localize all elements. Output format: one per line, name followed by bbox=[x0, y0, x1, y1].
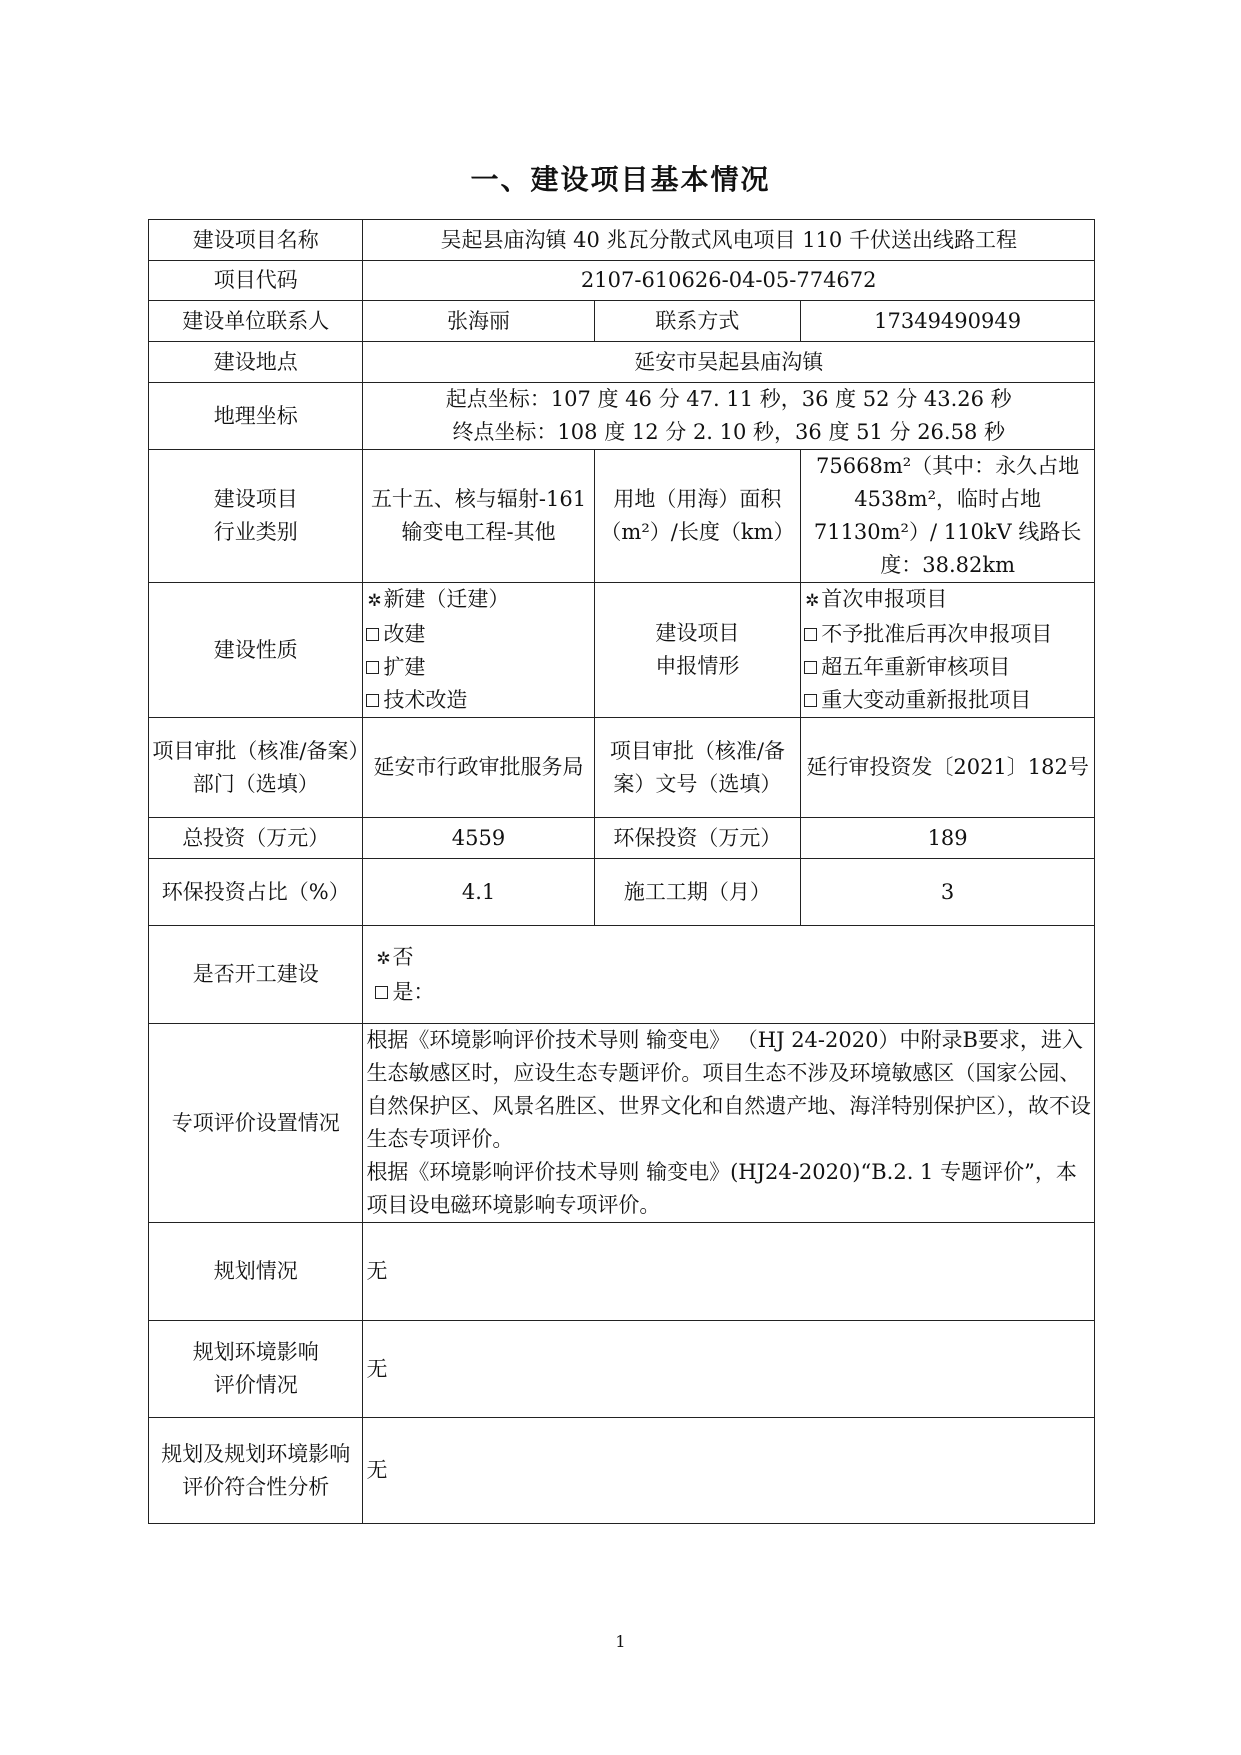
special-eval-para2: 根据《环境影响评价技术导则 输变电》(HJ24-2020)“B.2. 1 专题评价”，本项目设电磁环境影响专项评价。 bbox=[366, 1160, 1077, 1217]
approval-doc-label: 项目审批（核准/备案）文号（选填） bbox=[594, 718, 801, 818]
page-title: 一、建设项目基本情况 bbox=[470, 163, 771, 196]
report-label-line2: 申报情形 bbox=[655, 654, 740, 678]
row-planning-env bbox=[149, 1321, 1095, 1418]
period-value: 3 bbox=[801, 859, 1095, 926]
project-code-label: 项目代码 bbox=[149, 261, 363, 301]
row-investment bbox=[149, 818, 1095, 859]
checkbox-empty-icon bbox=[804, 694, 817, 707]
report-option-review[interactable]: 超五年重新审核项目 bbox=[804, 651, 1091, 684]
special-eval-value bbox=[363, 1024, 1095, 1223]
period-label: 施工工期（月） bbox=[594, 859, 801, 926]
coords-end: 终点坐标：108 度 12 分 2. 10 秒，36 度 51 分 26.58 秒 bbox=[452, 420, 1005, 444]
row-coords bbox=[149, 383, 1095, 450]
area-label: 用地（用海）面积（m²）/长度（km） bbox=[594, 450, 801, 583]
coords-label: 地理坐标 bbox=[149, 383, 363, 450]
row-contact bbox=[149, 301, 1095, 342]
contact-method-value: 17349490949 bbox=[801, 301, 1095, 342]
row-approval bbox=[149, 718, 1095, 818]
env-investment-label: 环保投资（万元） bbox=[594, 818, 801, 859]
row-nature bbox=[149, 583, 1095, 718]
row-project-code bbox=[149, 261, 1095, 301]
investment-label: 总投资（万元） bbox=[149, 818, 363, 859]
area-value: 75668m²（其中：永久占地 4538m²，临时占地 71130m²）/ 110kV 线路长度：38.82km bbox=[801, 450, 1095, 583]
started-options bbox=[363, 926, 1095, 1024]
project-name-value: 吴起县庙沟镇 40 兆瓦分散式风电项目 110 千伏送出线路工程 bbox=[363, 220, 1095, 261]
contact-method-label: 联系方式 bbox=[594, 301, 801, 342]
row-planning-conformity bbox=[149, 1418, 1095, 1524]
started-label: 是否开工建设 bbox=[149, 926, 363, 1024]
checkbox-empty-icon bbox=[366, 628, 379, 641]
planning-env-label bbox=[149, 1321, 363, 1418]
row-location bbox=[149, 342, 1095, 383]
approval-dept-label: 项目审批（核准/备案）部门（选填） bbox=[149, 718, 363, 818]
planning-env-label-line2: 评价情况 bbox=[213, 1373, 298, 1397]
report-label-line1: 建设项目 bbox=[655, 621, 740, 645]
special-eval-label: 专项评价设置情况 bbox=[149, 1024, 363, 1223]
project-info-table bbox=[148, 219, 1095, 1524]
checkbox-empty-icon bbox=[804, 661, 817, 674]
checkbox-empty-icon bbox=[366, 694, 379, 707]
planning-conformity-value: 无 bbox=[363, 1418, 1095, 1524]
special-eval-para1: 根据《环境影响评价技术导则 输变电》 （HJ 24-2020）中附录B要求，进入生态敏感区时，应设生态专题评价。项目生态不涉及环境敏感区（国家公园、 自然保护区、风景名胜区、世界文化和自然遗产地、海洋特别保护区），故不设生态专项评价。 bbox=[366, 1028, 1091, 1151]
row-industry bbox=[149, 450, 1095, 583]
gear-check-icon: ✲ bbox=[367, 591, 382, 611]
env-investment-value: 189 bbox=[801, 818, 1095, 859]
report-label bbox=[594, 583, 801, 718]
nature-option-expand[interactable]: 扩建 bbox=[366, 651, 590, 684]
contact-label: 建设单位联系人 bbox=[149, 301, 363, 342]
planning-value: 无 bbox=[363, 1223, 1095, 1321]
ratio-label: 环保投资占比（%） bbox=[149, 859, 363, 926]
nature-option-tech[interactable]: 技术改造 bbox=[366, 684, 590, 717]
started-option-no[interactable]: ✲否 bbox=[375, 941, 1091, 976]
row-special-eval bbox=[149, 1024, 1095, 1223]
planning-label: 规划情况 bbox=[149, 1223, 363, 1321]
report-option-first[interactable]: ✲首次申报项目 bbox=[804, 583, 1091, 618]
report-options bbox=[801, 583, 1095, 718]
industry-label-line2: 行业类别 bbox=[213, 520, 298, 544]
planning-env-label-line1: 规划环境影响 bbox=[192, 1340, 319, 1364]
approval-dept-value: 延安市行政审批服务局 bbox=[363, 718, 594, 818]
industry-label-line1: 建设项目 bbox=[213, 487, 298, 511]
row-ratio bbox=[149, 859, 1095, 926]
contact-value: 张海丽 bbox=[363, 301, 594, 342]
gear-check-icon: ✲ bbox=[376, 948, 391, 969]
gear-check-icon: ✲ bbox=[805, 591, 820, 611]
row-project-name bbox=[149, 220, 1095, 261]
checkbox-empty-icon bbox=[375, 986, 388, 999]
industry-label bbox=[149, 450, 363, 583]
planning-env-value: 无 bbox=[363, 1321, 1095, 1418]
nature-option-rebuild[interactable]: 改建 bbox=[366, 618, 590, 651]
nature-option-new[interactable]: ✲新建（迁建） bbox=[366, 583, 590, 618]
industry-value: 五十五、核与辐射-161 输变电工程-其他 bbox=[363, 450, 594, 583]
location-value: 延安市吴起县庙沟镇 bbox=[363, 342, 1095, 383]
report-option-resubmit[interactable]: 不予批准后再次申报项目 bbox=[804, 618, 1091, 651]
checkbox-empty-icon bbox=[366, 661, 379, 674]
page-number: 1 bbox=[615, 1632, 626, 1651]
approval-doc-value: 延行审投资发〔2021〕182号 bbox=[801, 718, 1095, 818]
location-label: 建设地点 bbox=[149, 342, 363, 383]
planning-conformity-label: 规划及规划环境影响评价符合性分析 bbox=[149, 1418, 363, 1524]
project-name-label: 建设项目名称 bbox=[149, 220, 363, 261]
investment-value: 4559 bbox=[363, 818, 594, 859]
checkbox-empty-icon bbox=[804, 628, 817, 641]
report-option-major[interactable]: 重大变动重新报批项目 bbox=[804, 684, 1091, 717]
nature-options bbox=[363, 583, 594, 718]
row-started bbox=[149, 926, 1095, 1024]
row-planning bbox=[149, 1223, 1095, 1321]
started-option-yes[interactable]: 是： bbox=[375, 976, 1091, 1009]
ratio-value: 4.1 bbox=[363, 859, 594, 926]
coords-start: 起点坐标：107 度 46 分 47. 11 秒，36 度 52 分 43.26 秒 bbox=[445, 387, 1012, 411]
coords-value bbox=[363, 383, 1095, 450]
project-code-value: 2107-610626-04-05-774672 bbox=[363, 261, 1095, 301]
nature-label: 建设性质 bbox=[149, 583, 363, 718]
